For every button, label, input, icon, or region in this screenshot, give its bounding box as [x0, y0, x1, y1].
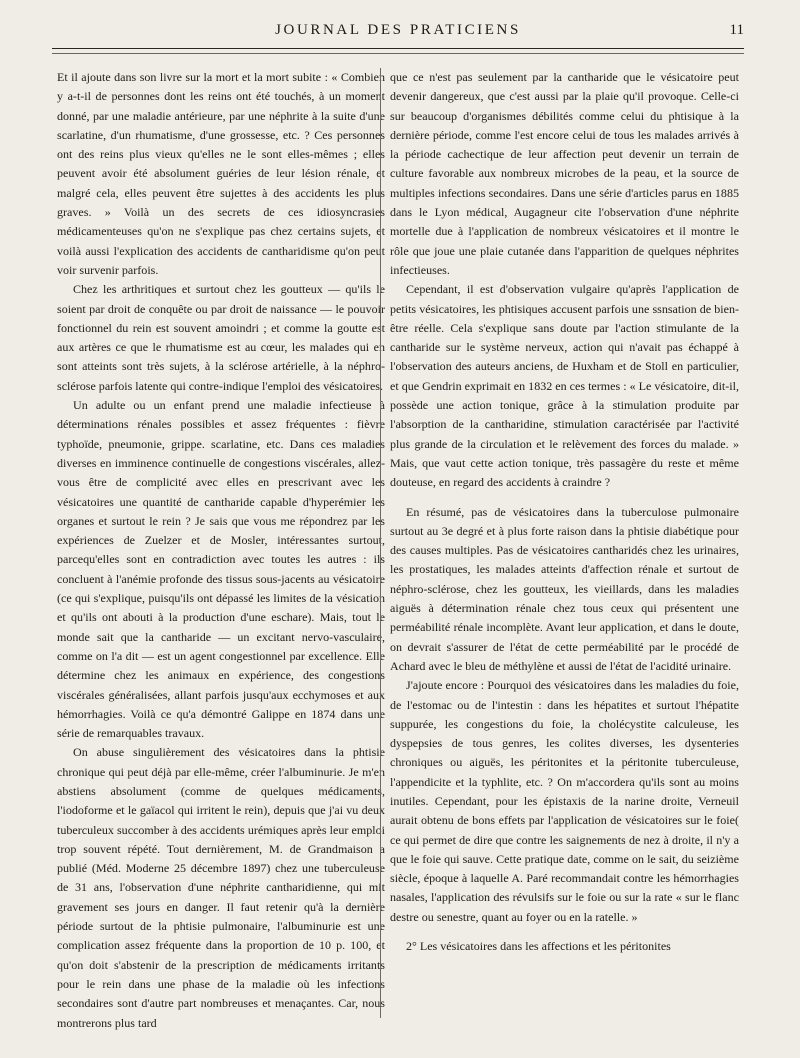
- page-number: 11: [729, 22, 744, 38]
- paragraph: Et il ajoute dans son livre sur la mort et la mort subite : « Combien y a-t-il de personnes dont les reins ont été touchés, à un moment donné, par une maladie antérieure, par une néphrite à la suite d'une scarlatine, d'un rhumatisme, d'une grossesse, etc. ? Ces personnes ont des reins plus vieux qu'elles ne le sont elles-mêmes ; elles peuvent avoir été absolument guéries de leur lésion rénale, et malgré cela, elles peuvent être sujettes à des accidents les plus graves. » Voilà un des secrets de ces idiosyncrasies médicamenteuses qu'on ne s'explique pas chez certains sujets, et voilà aussi l'explication des accidents de cantharidisme qu'on peut voir survenir parfois.: [57, 70, 385, 277]
- paragraph: J'ajoute encore : Pourquoi des vésicatoires dans les maladies du foie, de l'estomac ou de l'intestin : dans les hépatites et surtout l'hépatite suppurée, les congestions du foie, la cholécystite calculeuse, les dyspepsies de tous genres, les colites diverses, les dysenteries chroniques ou aiguës, les péritonites et la péritonite tuberculeuse, l'appendicite et la typhlite, etc. ? On m'accordera qu'ils sont au moins inutiles. Cependant, pour les épistaxis de la narine droite, Verneuil aurait obtenu de bons effets par l'application de vésicatoires sur le foie( ce qui permet de dire que contre les saignements de nez à droite, il n'y a que le foie qui sauve. Cette pratique date, comme on le sait, du seizième siècle, époque à laquelle A. Paré recommandait contre les hémorrhagies nasales, l'application des révulsifs sur le foie ou sur la rate « sur le flanc destre ou senestre, quant au foyer ou en la ratelle. »: [390, 678, 739, 924]
- paragraph: En résumé, pas de vésicatoires dans la tuberculose pulmonaire surtout au 3e degré et à plus forte raison dans la phtisie diabétique pour des causes multiples. Pas de vésicatoires cantharidés chez les urinaires, les prostatiques, les malades atteints d'affection rénale et surtout de néphro-sclérose, chez les goutteux, les vieillards, dans les maladies aiguës à détermination rénale chez tous ceux qui présentent une perméabilité rénale incomplète. Avant leur application, et dans le doute, on devrait s'assurer de l'état de cette perméabilité par le procédé de Achard avec le bleu de méthylène et aussi de l'état de l'acidité urinaire.: [390, 504, 739, 673]
- right-column: [390, 68, 739, 956]
- left-column: [57, 68, 385, 1033]
- header-rule-thin: [52, 53, 744, 54]
- paragraph: Cependant, il est d'observation vulgaire qu'après l'application de petits vésicatoires, les phtisiques accusent parfois une ssnsation de bien-être réelle. Cela s'explique sans doute par l'action stimulante de la cantharide sur le système nerveux, action qui n'avait pas échappé à l'observation des auteurs anciens, de Huxham et de Stoll en particulier, et que Gendrin exprimait en 1832 en ces termes : « Le vésicatoire, dit-il, possède une action tonique, grâce à la stimulation produite par l'absorption de la cantharidine, stimulation caractérisée par l'activité plus grande de la circulation et le relèvement des forces du malade. » Mais, que vaut cette action tonique, très passagère du reste et même douteuse, en regard des accidents à craindre ?: [390, 282, 739, 490]
- page-header: [52, 22, 744, 46]
- paragraph: que ce n'est pas seulement par la cantharide que le vésicatoire peut devenir dangereux, que c'est aussi par la plaie qu'il provoque. Celle-ci sur beaucoup d'organismes débilités comme celui du phtisique à la dernière période, comme l'est encore celui de tous les malades arrivés à la période cachectique de leur affection peut devenir un terrain de culture favorable aux nombreux microbes de la peau, et la source de multiples infections secondaires. Dans une série d'articles parus en 1885 dans le Lyon médical, Augagneur cite l'observation d'une néphrite mortelle due à l'application de nombreux vésicatoires et il montre le rôle que joue une plaie cutanée dans l'apparition de quelques néphrites infectieuses.: [390, 70, 739, 277]
- column-divider: [380, 68, 381, 1018]
- header-rule: [52, 48, 744, 49]
- journal-title: JOURNAL DES PRATICIENS: [275, 22, 521, 38]
- paragraph: Chez les arthritiques et surtout chez les goutteux — qu'ils le soient par droit de conquête ou par droit de naissance — le pouvoir fonctionnel du rein est souvent amoindri ; et comme la goutte est aux artères ce que le rhumatisme est au cœur, les malades qui en sont atteints sont très sujets, à la sclérose artérielle, à la néphro-sclérose parfois latente qui contre-indique l'emploi des vésicatoires.: [57, 282, 385, 393]
- paragraph: Un adulte ou un enfant prend une maladie infectieuse à déterminations rénales possibles et assez fréquentes : fièvre typhoïde, pneumonie, grippe. scarlatine, etc. Dans ces maladies diverses en imminence continuelle de congestions viscérales, allez-vous être de complicité avec elles en prescrivant avec les vésicatoires une quantité de cantharide capable d'hyperémier les organes et surtout le rein ? Je sais que vous me répondrez par les expériences de Zuelzer et de Mosler, intéressantes surtout, parcequ'elles sont en contradiction avec toutes les autres : ils concluent à l'anémie profonde des tissus sous-jacents au vésicatoire (ce qui s'explique, puisqu'ils ont dépassé les limites de la vésication et qu'ils ont abouti à la production d'une eschare). Mais, tout le monde sait que la cantharide — un excitant nervo-vasculaire, comme on l'a dit — est un agent congestionnel par excellence. Elle détermine chez les animaux en expérience, des congestions viscérales généralisées, allant parfois jusqu'aux ecchymoses et aux hémorrhagies. Voilà ce qu'a démontré Galippe en 1874 dans une série de remarquables travaux.: [57, 398, 385, 741]
- section-heading: 2° Les vésicatoires dans les affections et les péritonites: [406, 939, 671, 954]
- paragraph: On abuse singulièrement des vésicatoires dans la phtisie chronique qui peut déjà par elle-même, créer l'albuminurie. Je m'en abstiens absolument (comme de quelques médicaments, l'iodoforme et le gaïacol qui irritent le rein), depuis que j'ai vu deux tuberculeux succomber à des accidents urémiques après leur emploi trop souvent répété. Tout dernièrement, M. de Grandmaison a publié (Méd. Moderne 25 décembre 1897) chez une tuberculeuse de 31 ans, l'observation d'une néphrite cantharidienne, qui mit gravement ses jours en danger. Il faut retenir qu'à la dernière période surtout de la phtisie pulmonaire, l'albuminurie est une complication assez fréquente dans la proportion de 10 p. 100, et qu'on doit s'abstenir de la prescription de médicaments irritants pour le rein dans une phase de la maladie où les infections secondaires sont d'autre part nombreuses et menaçantes. Car, nous montrerons plus tard: [57, 745, 385, 1030]
